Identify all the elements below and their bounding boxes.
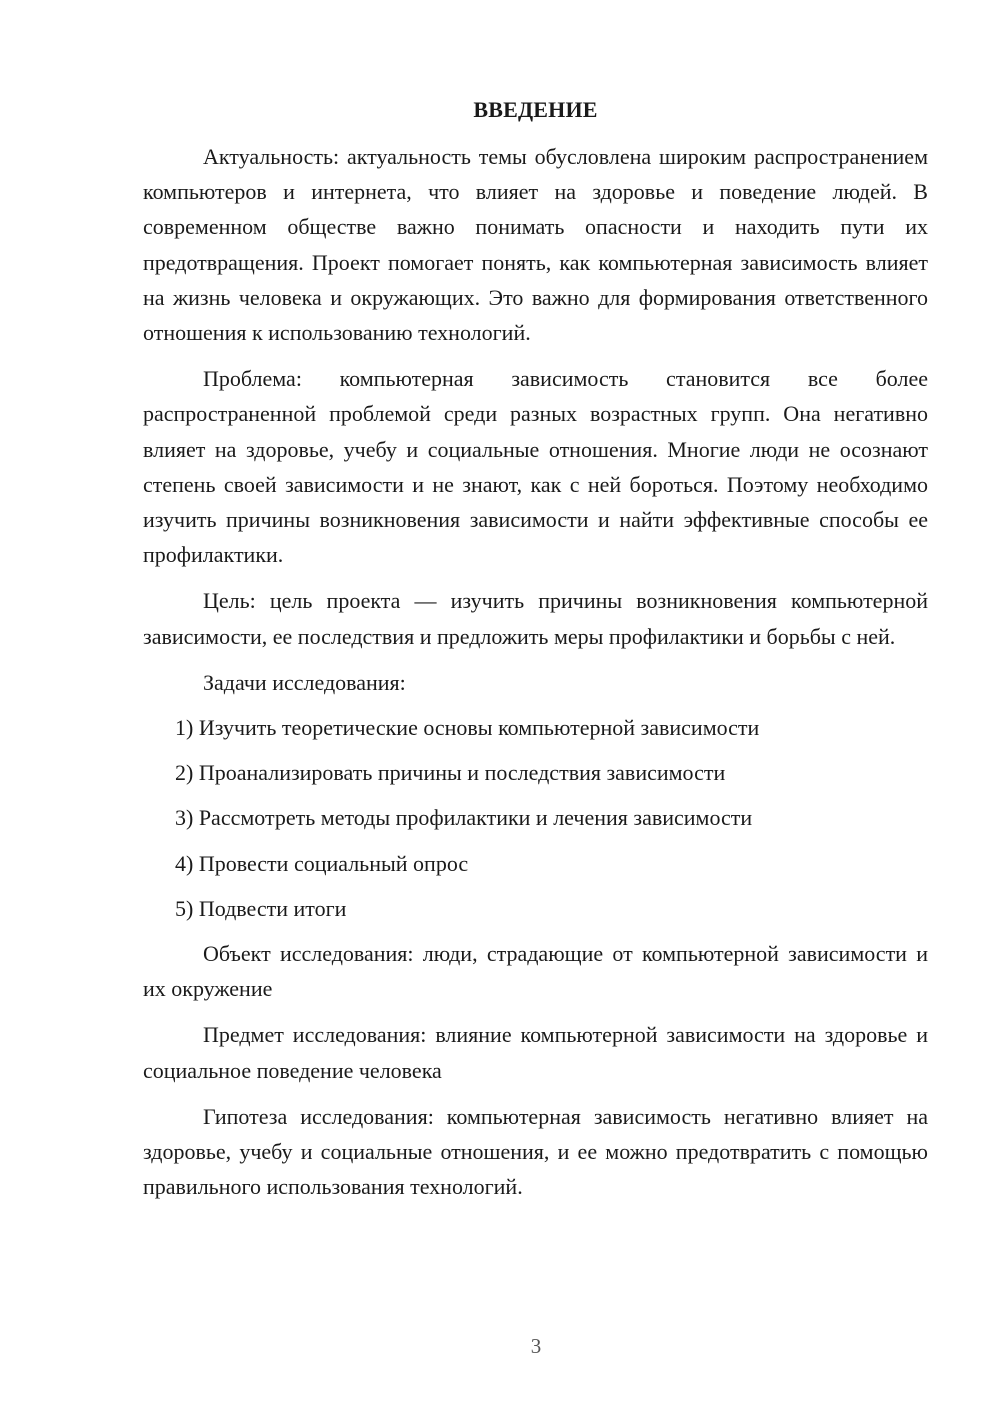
paragraph-problem: Проблема: компьютерная зависимость становится все более распространенной проблемой среди разных возрастных групп. Она негативно влияет на здоровье, учебу и социальные отношения. Многие люди не осознают степень своей зависимости и не знают, как с ней бороться. Поэтому необходимо изучить причины возникновения зависимости и найти эффективные способы ее профилактики. [143, 366, 928, 568]
paragraph-hypothesis: Гипотеза исследования: компьютерная зависимость негативно влияет на здоровье, учебу и социальные отношения, и ее можно предотвратить с помощью правильного использования технологий. [143, 1103, 928, 1200]
document-page [143, 95, 928, 1215]
task-list [143, 710, 928, 926]
task-item: 2) Проанализировать причины и последствия зависимости [175, 760, 726, 786]
paragraph-relevance: Актуальность: актуальность темы обусловлена широким распространением компьютеров и интернета, что влияет на здоровье и поведение людей. В современном обществе важно понимать опасности и находить пути их предотвращения. Проект помогает понять, как компьютерная зависимость влияет на жизнь человека и окружающих. Это важно для формирования ответственного отношения к использованию технологий. [143, 144, 928, 346]
paragraph-subject: Предмет исследования: влияние компьютерной зависимости на здоровье и социальное поведение человека [143, 1022, 928, 1083]
paragraph-object: Объект исследования: люди, страдающие от компьютерной зависимости и их окружение [143, 941, 928, 1002]
tasks-heading: Задачи исследования: [203, 669, 406, 695]
task-item: 1) Изучить теоретические основы компьютерной зависимости [175, 715, 760, 741]
task-item: 4) Провести социальный опрос [175, 850, 469, 876]
page-title: ВВЕДЕНИЕ [473, 97, 598, 122]
paragraph-goal: Цель: цель проекта — изучить причины возникновения компьютерной зависимости, ее последствия и предложить меры профилактики и борьбы с ней. [143, 588, 928, 649]
task-item: 3) Рассмотреть методы профилактики и лечения зависимости [175, 805, 753, 831]
task-item: 5) Подвести итоги [175, 895, 347, 921]
page-number: 3 [530, 1334, 542, 1358]
